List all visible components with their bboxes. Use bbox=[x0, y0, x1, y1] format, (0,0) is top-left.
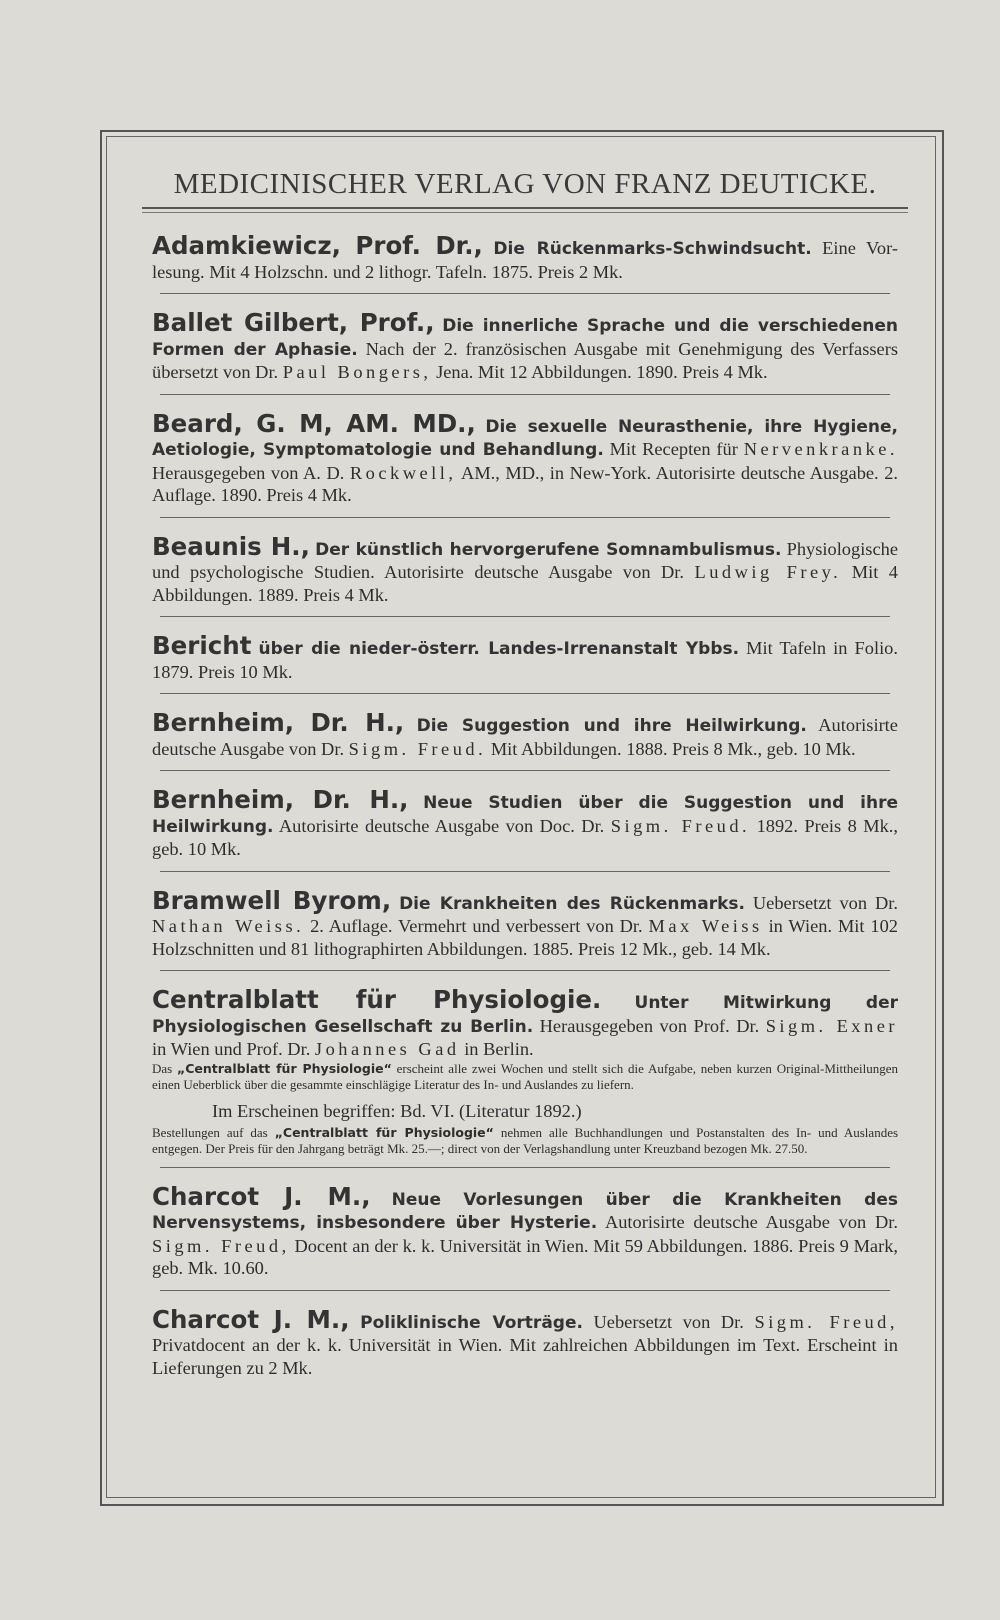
catalogue-entry bbox=[152, 1181, 899, 1280]
entry-spaced-name: Sigm. Freud, bbox=[152, 1235, 290, 1256]
note-text: nehmen alle Buchhandlungen und Postanstalten des In- und Auslandes entgegen. Der Preis für den Jahrgang beträgt Mk. 25.—; direct von der Verlagshandlung unter Kreuzband bezogen Mk. 27.50. bbox=[152, 1124, 899, 1156]
entry-spaced-name: Nathan Weiss. bbox=[152, 916, 305, 936]
entry-spaced-name: Johannes Gad bbox=[314, 1039, 460, 1059]
entry-divider bbox=[160, 517, 890, 518]
note-text: erscheint alle zwei Wochen und stellt sich die Aufgabe, neben kurzen Original-Mittheilungen einen Ueberblick über die gesammte einschlägige Literatur des In- und Auslandes zu liefern. bbox=[152, 1060, 899, 1092]
entry-divider bbox=[160, 1167, 890, 1168]
entry-title: Die Krankheiten des Rückenmarks. bbox=[399, 893, 745, 914]
entry-text: Autorisirte deutsche Ausgabe von Doc. Dr. bbox=[278, 815, 605, 836]
entry-text: Jena. Mit 12 Abbildungen. 1890. Preis 4 Mk. bbox=[436, 362, 768, 382]
catalogue-entry bbox=[152, 408, 898, 507]
entry-text: Docent an der k. k. Universität in Wien. Mit 59 Abbildungen. 1886. Preis 9 Mark, geb. Mk. 10.60. bbox=[152, 1235, 899, 1278]
entry-text: Herausgegeben von A. D. bbox=[152, 462, 345, 483]
note-journal-name: „Centralblatt für Physiologie“ bbox=[177, 1060, 392, 1076]
entry-text: Privatdocent an der k. k. Universität in Wien. Mit zahlreichen Abbildungen im Text. Erscheint in Lieferungen zu 2 Mk. bbox=[152, 1335, 898, 1378]
journal-status: Im Erscheinen begriffen: Bd. VI. (Literatur 1892.) bbox=[212, 1100, 582, 1121]
journal-order-note bbox=[152, 1125, 898, 1157]
catalogue-entry bbox=[152, 231, 899, 283]
entry-text: Mit Recepten für bbox=[609, 439, 738, 459]
entry-title: Der künstlich hervorgerufene Somnambulismus. bbox=[315, 539, 782, 560]
note-text: Das bbox=[152, 1060, 173, 1076]
entry-author: Adamkiewicz, Prof. Dr., bbox=[152, 231, 483, 260]
entry-text: Uebersetzt von Dr. bbox=[593, 1311, 744, 1332]
entry-title: Unter Mitwirkung der Physiologischen Gesellschaft zu Berlin. bbox=[152, 993, 898, 1037]
entry-text: Eine Vor- bbox=[822, 238, 899, 258]
note-journal-name: „Centralblatt für Physiologie“ bbox=[274, 1124, 494, 1140]
entry-author: Bramwell Byrom, bbox=[152, 885, 392, 915]
entry-spaced-name: Sigm. Freud, bbox=[754, 1311, 898, 1332]
entry-author: Beard, G. M, AM. MD., bbox=[152, 408, 476, 438]
entry-text: Physiologische und psychologische Studien. Autorisirte deutsche Ausgabe von Dr. bbox=[152, 538, 898, 582]
entry-text: 2. Auflage. Vermehrt und verbessert von Dr. bbox=[310, 916, 643, 936]
entry-text: 1892. Preis 8 Mk., geb. 10 Mk. bbox=[152, 815, 898, 859]
catalogue-entry bbox=[152, 1304, 898, 1380]
note-text: Bestellungen auf das bbox=[152, 1124, 268, 1140]
entry-text: in Wien und Prof. Dr. bbox=[152, 1039, 311, 1059]
entry-author: Bericht bbox=[152, 631, 252, 660]
catalogue-content bbox=[152, 168, 898, 1387]
entry-author: Bernheim, Dr. H., bbox=[152, 785, 409, 814]
entry-text: Uebersetzt von Dr. bbox=[752, 892, 898, 913]
entry-spaced-name: Ludwig Frey. bbox=[694, 562, 842, 582]
entry-author: Ballet Gilbert, Prof., bbox=[152, 308, 435, 337]
entry-title: über die nieder-österr. Landes-Irrenanstalt Ybbs. bbox=[258, 639, 740, 659]
entry-text: Mit Tafeln in Folio. 1879. Preis 10 Mk. bbox=[152, 638, 898, 682]
entry-text: in Wien. Mit 102 Holzschnitten und 81 lithographirten Abbildungen. 1885. Preis 12 Mk., geb. 14 Mk. bbox=[152, 916, 898, 959]
entry-title: Die Rückenmarks-Schwindsucht. bbox=[493, 239, 812, 259]
entry-author: Charcot J. M., bbox=[152, 1181, 371, 1211]
entry-text: in Berlin. bbox=[464, 1039, 534, 1059]
entry-spaced-name: Sigm. Freud. bbox=[610, 815, 751, 836]
entry-text: lesung. Mit 4 Holzschn. und 2 lithogr. Tafeln. 1875. Preis 2 Mk. bbox=[152, 261, 623, 282]
publisher-header: MEDICINISCHER VERLAG VON FRANZ DEUTICKE. bbox=[173, 168, 877, 200]
catalogue-entry bbox=[152, 308, 898, 384]
entry-title: Poliklinische Vorträge. bbox=[360, 1312, 583, 1333]
entry-text: Autorisirte deutsche Ausgabe von Dr. bbox=[604, 1212, 898, 1232]
entry-divider bbox=[160, 770, 890, 771]
catalogue-entry bbox=[152, 631, 898, 683]
entry-divider bbox=[160, 970, 890, 971]
catalogue-entry bbox=[152, 885, 898, 961]
header-rule bbox=[142, 207, 908, 213]
entry-author: Centralblatt für Physiologie. bbox=[152, 985, 602, 1014]
catalogue-entry bbox=[152, 985, 899, 1157]
entry-divider bbox=[160, 1290, 890, 1291]
entry-title: Neue Studien über die Suggestion und ihre Heilwirkung. bbox=[152, 793, 898, 837]
entry-divider bbox=[160, 394, 890, 395]
entry-spaced-name: Max Weiss bbox=[648, 916, 763, 936]
entry-text: Herausgegeben von Prof. Dr. bbox=[539, 1015, 760, 1036]
entry-divider bbox=[160, 693, 890, 694]
entry-divider bbox=[160, 293, 890, 294]
entry-divider bbox=[160, 616, 890, 617]
catalogue-entry bbox=[152, 708, 898, 760]
entry-title: Die Suggestion und ihre Heilwirkung. bbox=[416, 716, 807, 736]
entry-text: AM., MD., in New-York. Autorisirte deutsche Ausgabe. 2. Auflage. 1890. Preis 4 Mk. bbox=[152, 462, 898, 505]
entry-text: Mit Abbildungen. 1888. Preis 8 Mk., geb. 10 Mk. bbox=[490, 738, 856, 759]
catalogue-entry bbox=[152, 531, 898, 607]
journal-note bbox=[152, 1061, 898, 1093]
entry-title: Neue Vorlesungen über die Krankheiten des Nervensystems, insbesondere über Hysterie. bbox=[152, 1189, 898, 1233]
entry-author: Bernheim, Dr. H., bbox=[152, 708, 405, 737]
entry-author: Charcot J. M., bbox=[152, 1304, 350, 1334]
entry-spaced-name: Paul Bongers, bbox=[282, 362, 432, 382]
entry-author: Beaunis H., bbox=[152, 531, 310, 561]
entry-spaced-name: Nervenkranke. bbox=[743, 439, 898, 459]
entry-title: Die sexuelle Neurasthenie, ihre Hygiene, Aetiologie, Symptomatologie und Behandlung. bbox=[152, 416, 898, 460]
entry-spaced-name: Sigm. Exner bbox=[765, 1015, 898, 1036]
entry-text: Autorisirte deutsche Ausgabe von Dr. bbox=[152, 715, 898, 759]
entry-spaced-name: Rockwell, bbox=[349, 462, 457, 483]
entry-spaced-name: Sigm. Freud. bbox=[348, 738, 487, 759]
entry-text: Nach der 2. französischen Ausgabe mit Genehmigung des Verfassers übersetzt von Dr. bbox=[152, 338, 898, 382]
catalogue-entry bbox=[152, 785, 898, 861]
entry-text: Mit 4 Abbildungen. 1889. Preis 4 Mk. bbox=[152, 562, 898, 605]
entry-title: Die innerliche Sprache und die verschiedenen Formen der Aphasie. bbox=[152, 316, 898, 360]
entry-divider bbox=[160, 871, 890, 872]
